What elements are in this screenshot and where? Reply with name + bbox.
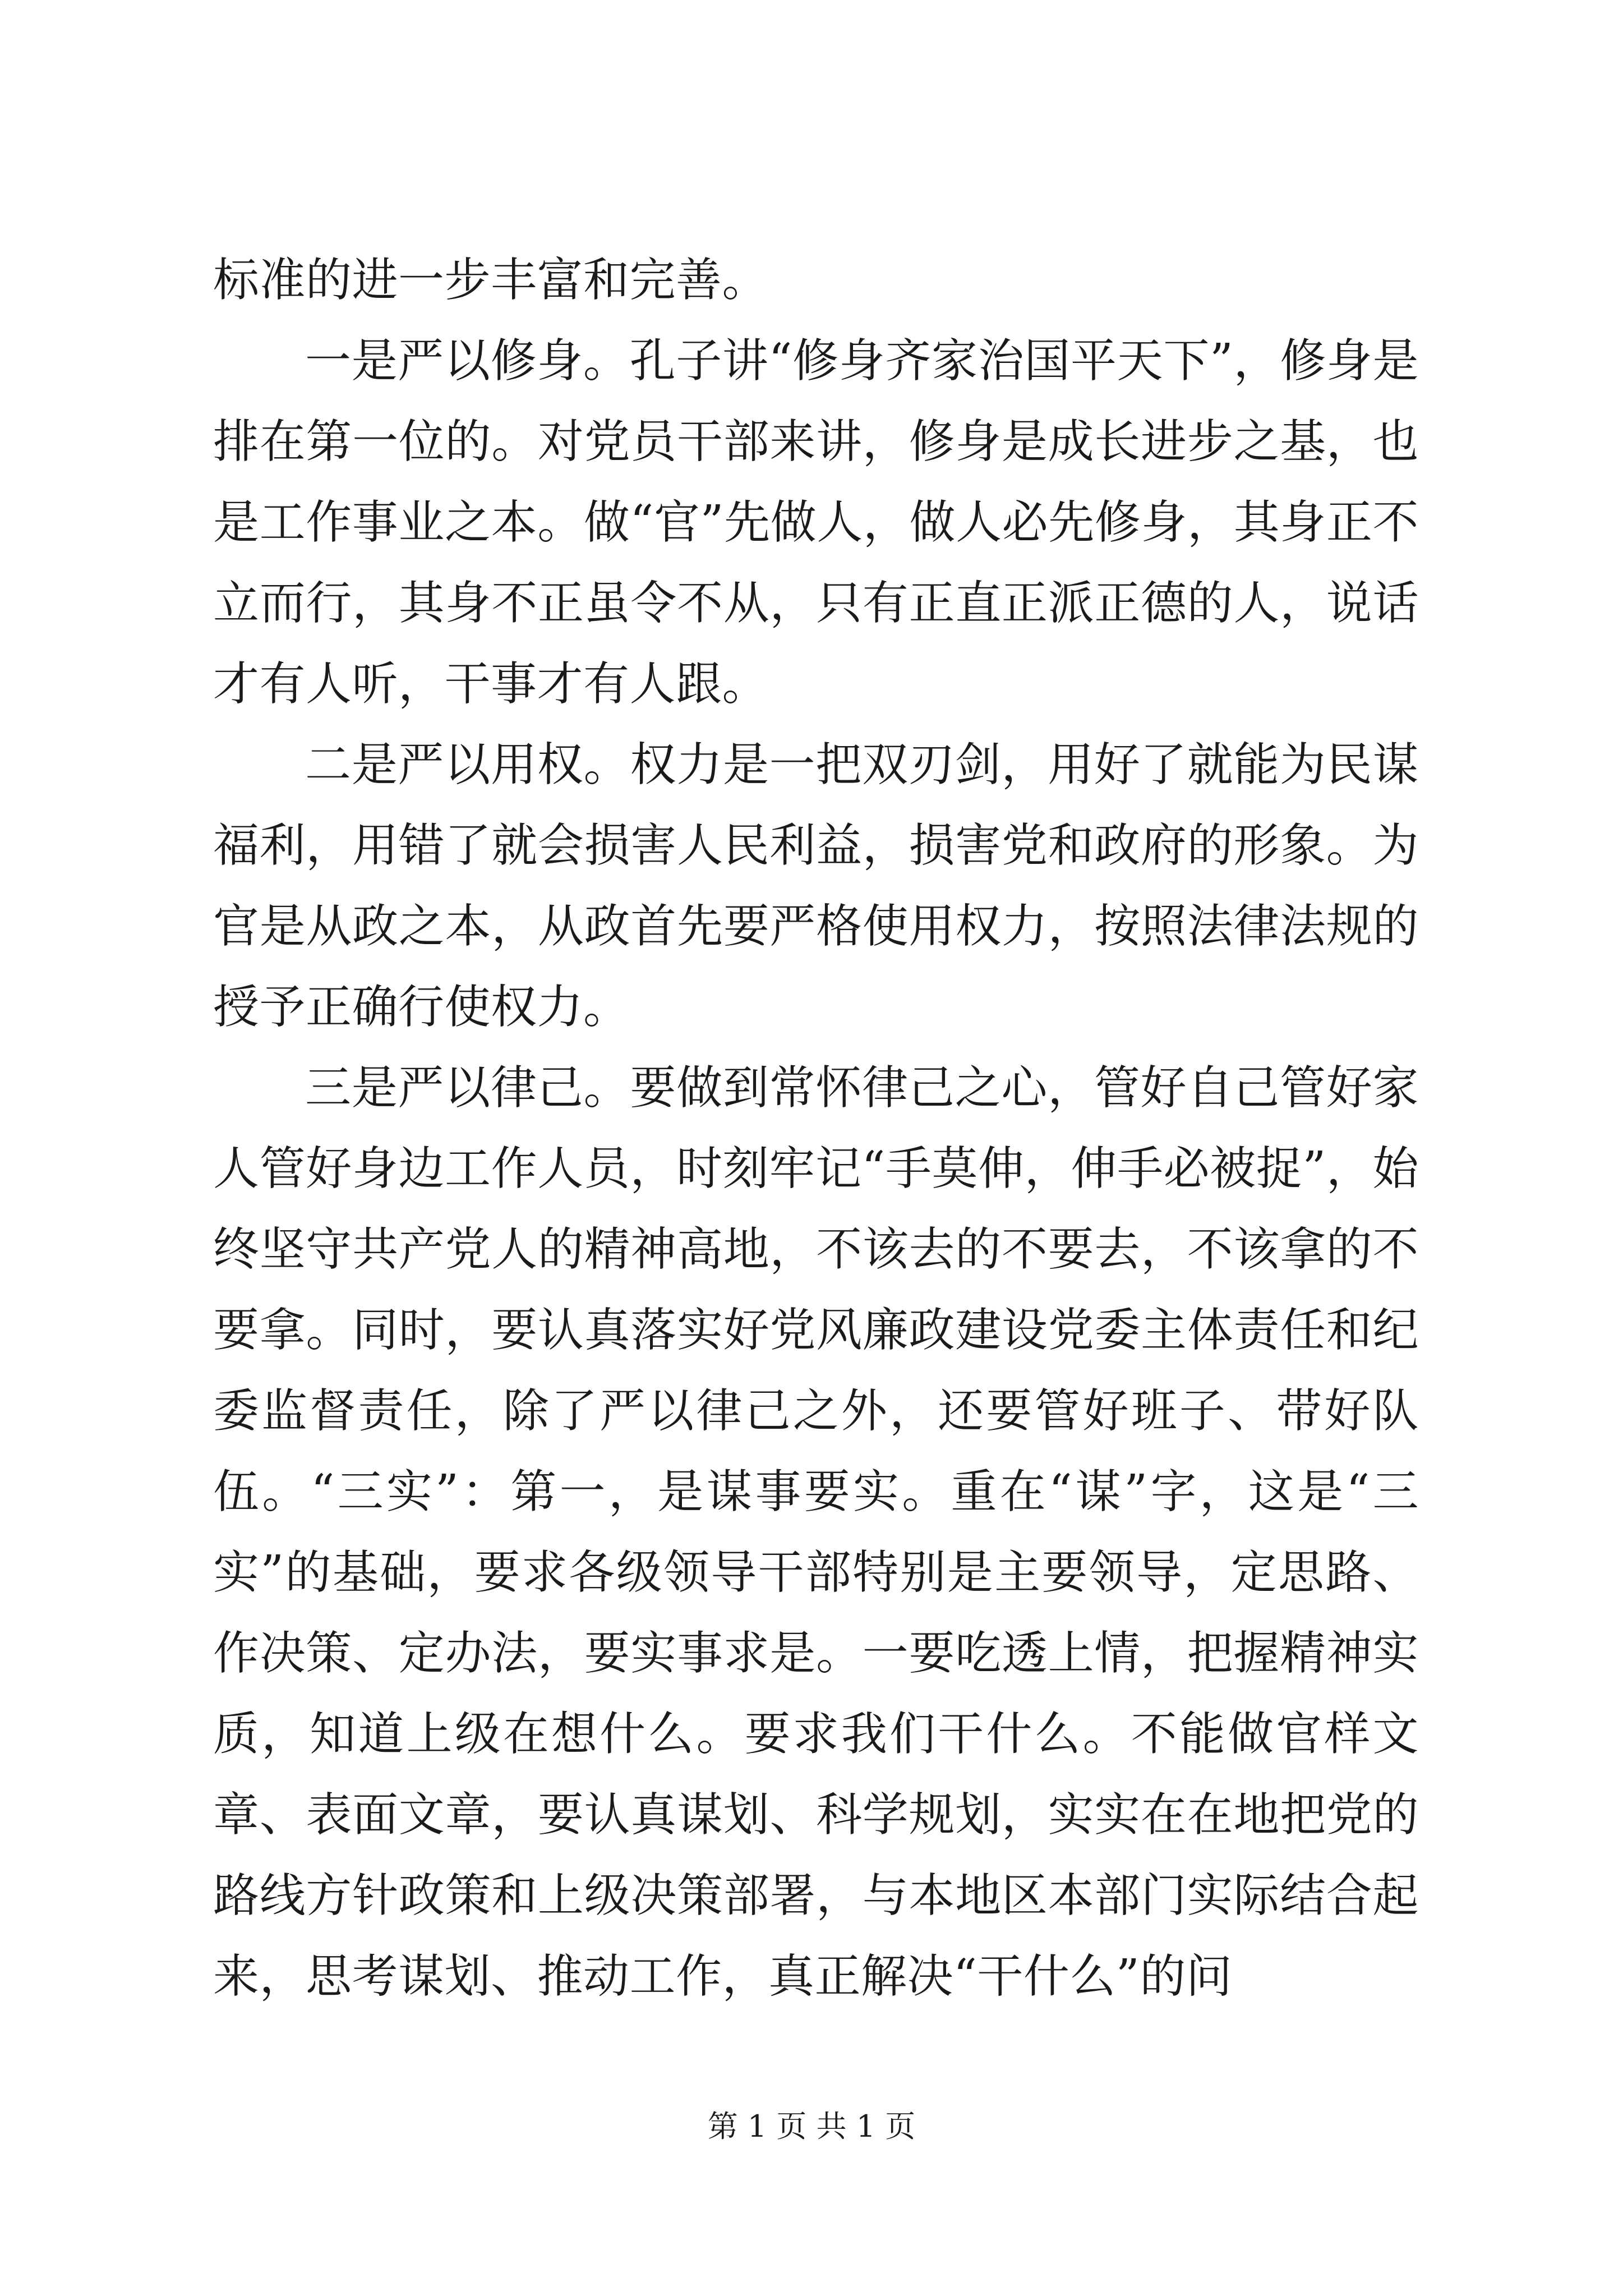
paragraph-continuation: 标准的进一步丰富和完善。	[213, 254, 769, 307]
paragraph-use-of-power: 二是严以用权。权力是一把双刃剑，用好了就能为民谋福利，用错了就会损害人民利益，损害党和政府的形象。为官是从政之本，从政首先要严格使用权力，按照法律法规的授予正确行使权力。	[213, 738, 1419, 1034]
page-footer: 第 1 页 共 1 页	[707, 2109, 916, 2144]
paragraph-self-cultivation: 一是严以修身。孔子讲“修身齐家治国平天下”，修身是排在第一位的。对党员干部来讲，修身是成长进步之基，也是工作事业之本。做“官”先做人，做人必先修身，其身正不立而行，其身不正虽令不从，只有正直正派正德的人，说话才有人听，干事才有人跟。	[213, 334, 1419, 711]
document-body	[213, 240, 1419, 2017]
paragraph-self-discipline: 三是严以律己。要做到常怀律己之心，管好自己管好家人管好身边工作人员，时刻牢记“手莫伸，伸手必被捉”，始终坚守共产党人的精神高地，不该去的不要去，不该拿的不要拿。同时，要认真落实好党风廉政建设党委主体责任和纪委监督责任，除了严以律己之外，还要管好班子、带好队伍。“三实”：第一，是谋事要实。重在“谋”字，这是“三实”的基础，要求各级领导干部特别是主要领导，定思路、作决策、定办法，要实事求是。一要吃透上情，把握精神实质，知道上级在想什么。要求我们干什么。不能做官样文章、表面文章，要认真谋划、科学规划，实实在在地把党的路线方针政策和上级决策部署，与本地区本部门实际结合起来，思考谋划、推动工作，真正解决“干什么”的问	[213, 1061, 1419, 2003]
